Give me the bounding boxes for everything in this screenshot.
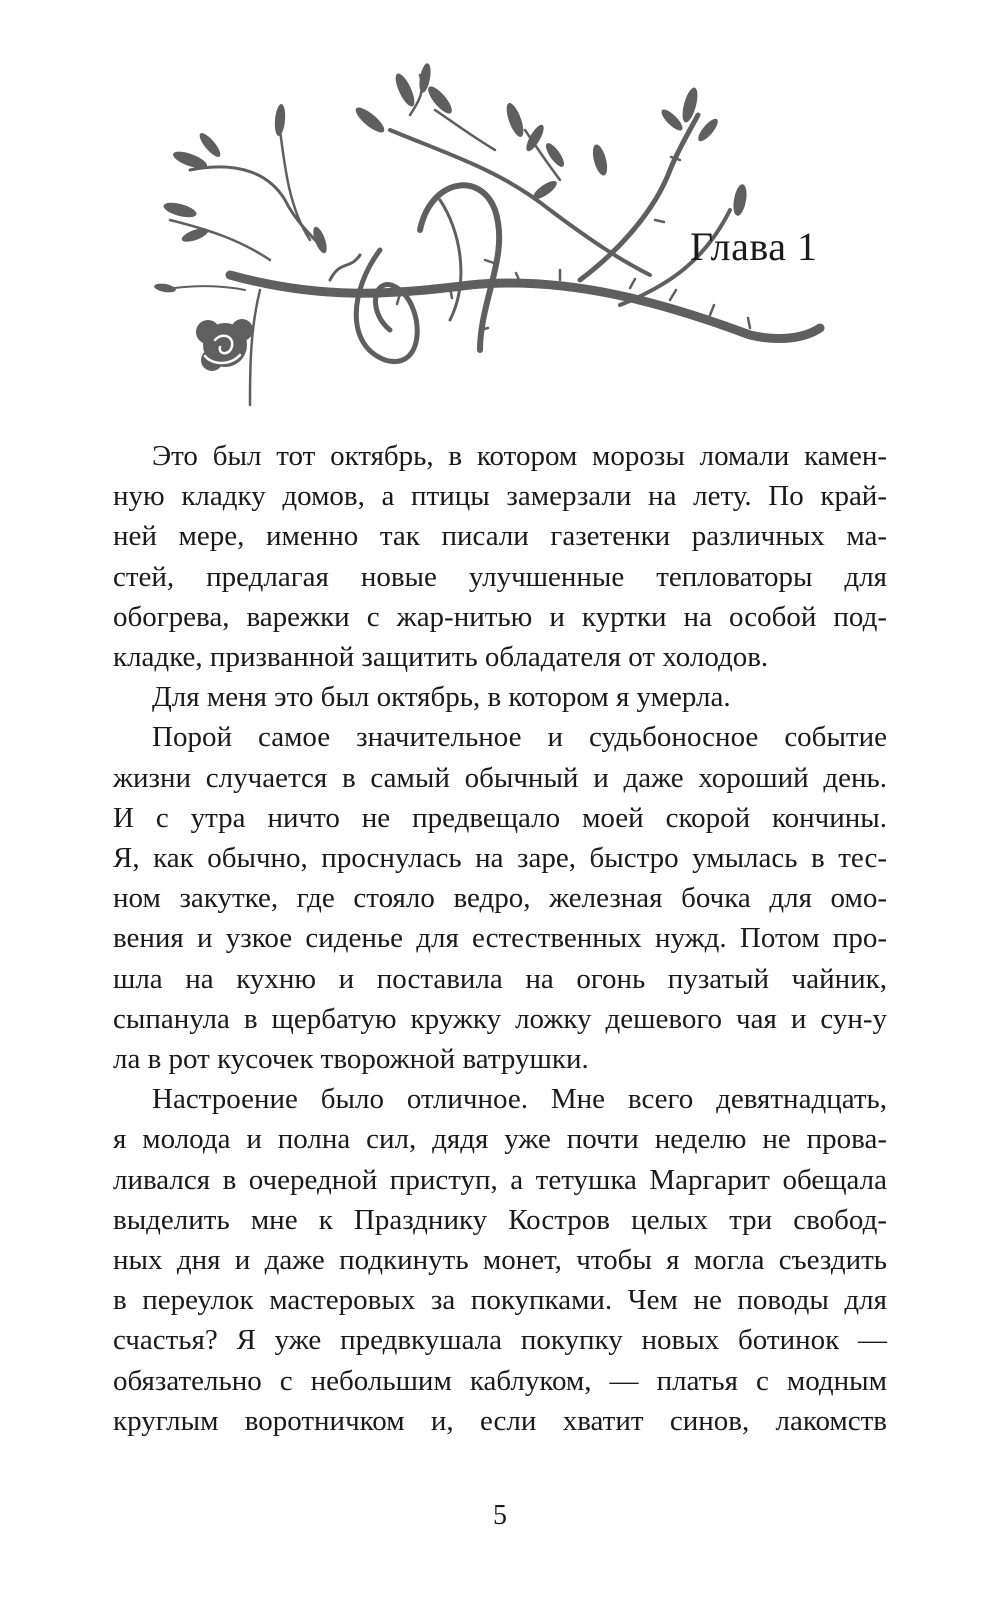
text-line: ней мере, именно так писали газетенки различных ма- <box>113 520 887 553</box>
text-line: Порой самое значительное и судьбоносное событие <box>152 721 887 754</box>
text-line: И с утра ничто не предвещало моей скорой кончины. <box>113 801 887 834</box>
chapter-title: Глава 1 <box>690 224 818 269</box>
text-line: в переулок мастеровых за покупками. Чем не поводы для <box>113 1284 887 1317</box>
text-line: Для меня это был октябрь, в котором я умерла. <box>152 681 731 714</box>
page-number: 5 <box>493 1500 507 1531</box>
text-line: Настроение было отличное. Мне всего девятнадцать, <box>152 1083 887 1116</box>
text-line: Я, как обычно, проснулась на заре, быстро умылась в тес- <box>113 842 887 875</box>
text-line: счастья? Я уже предвкушала покупку новых ботинок — <box>113 1324 887 1357</box>
text-line: выделить мне к Празднику Костров целых три свобод- <box>113 1203 887 1236</box>
text-line: ливался в очередной приступ, а тетушка Маргарит обещала <box>113 1163 887 1196</box>
text-line: круглым воротничком и, если хватит синов, лакомств <box>113 1404 887 1437</box>
text-line: ном закутке, где стояло ведро, железная бочка для омо- <box>113 882 887 915</box>
text-line: ную кладку домов, а птицы замерзали на лету. По край- <box>113 480 887 513</box>
text-line: сыпанула в щербатую кружку ложку дешевого чая и сун-у <box>113 1002 887 1035</box>
paragraph <box>113 677 887 717</box>
text-line: обязательно с небольшим каблуком, — платья с модным <box>113 1364 887 1397</box>
paragraph <box>113 436 887 677</box>
text-line: жизни случается в самый обычный и даже хороший день. <box>113 761 887 794</box>
text-line: стей, предлагая новые улучшенные тепловаторы для <box>113 560 887 593</box>
paragraph <box>113 1079 887 1441</box>
text-line: шла на кухню и поставила на огонь пузатый чайник, <box>113 962 887 995</box>
text-line: я молода и полна сил, дядя уже почти неделю не прова- <box>113 1123 887 1156</box>
paragraph <box>113 717 887 1079</box>
text-line: обогрева, варежки с жар-нитью и куртки на особой под- <box>113 600 887 633</box>
text-line: Это был тот октябрь, в котором морозы ломали камен- <box>152 440 887 472</box>
text-line: ных дня и даже подкинуть монет, чтобы я могла съездить <box>113 1244 887 1277</box>
text-line: кладке, призванной защитить обладателя от холодов. <box>113 641 769 674</box>
text-line: ла в рот кусочек творожной ватрушки. <box>113 1043 589 1076</box>
body-text <box>113 436 887 1441</box>
text-line: вения и узкое сиденье для естественных нужд. Потом про- <box>113 922 887 955</box>
